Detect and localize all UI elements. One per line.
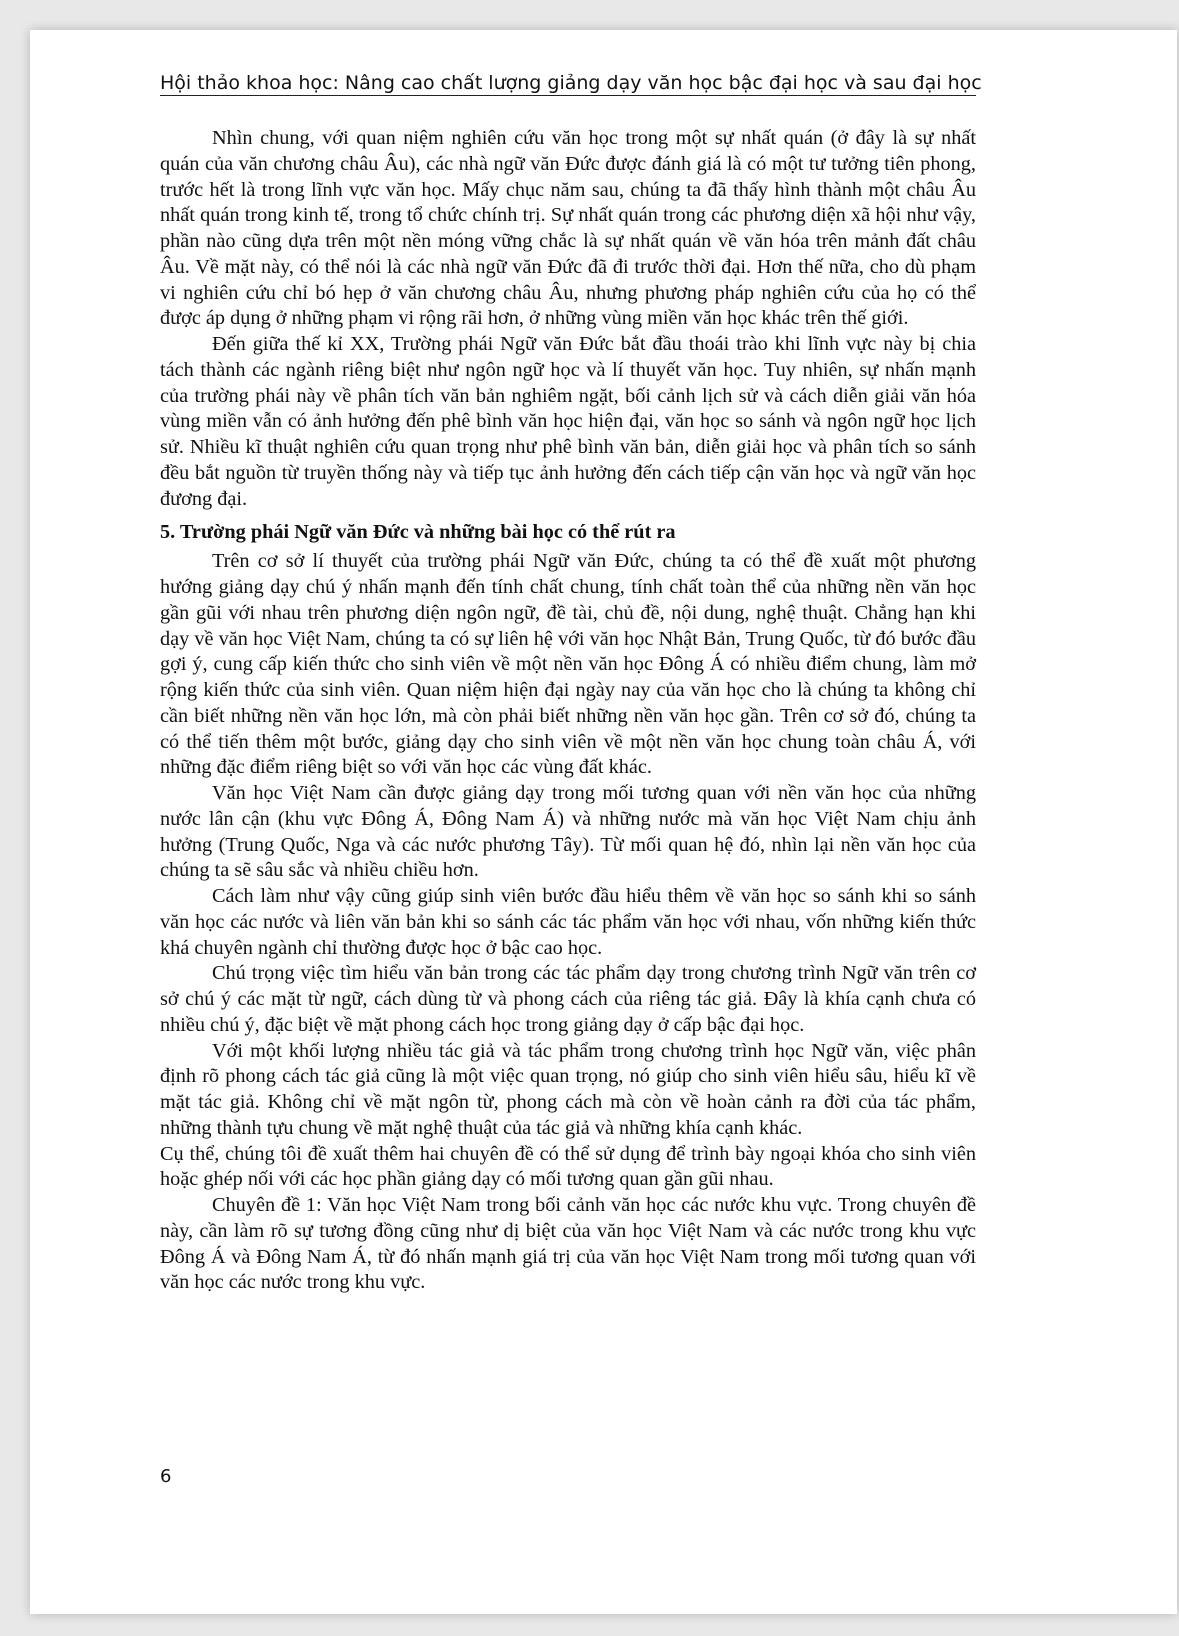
paragraph: Nhìn chung, với quan niệm nghiên cứu văn học trong một sự nhất quán (ở đây là sự nhất quán của văn chương châu Âu), các nhà ngữ văn Đức được đánh giá là có một tư tưởng tiên phong, trước hết là trong lĩnh vực văn học. Mấy chục năm sau, chúng ta đã thấy hình thành một châu Âu nhất quán trong kinh tế, trong tổ chức chính trị. Sự nhất quán trong các phương diện xã hội như vậy, phần nào cũng dựa trên một nền móng vững chắc là sự nhất quán về văn hóa trên mảnh đất châu Âu. Về mặt này, có thể nói là các nhà ngữ văn Đức đã đi trước thời đại. Hơn thế nữa, cho dù phạm vi nghiên cứu chỉ bó hẹp ở văn chương châu Âu, nhưng phương pháp nghiên cứu của họ có thể được áp dụng ở những phạm vi rộng rãi hơn, ở những vùng miền văn học khác trên thế giới. — [160, 127, 976, 330]
paragraph: Đến giữa thế kỉ XX, Trường phái Ngữ văn Đức bắt đầu thoái trào khi lĩnh vực này bị chia tách thành các ngành riêng biệt như ngôn ngữ học và lí thuyết văn học. Tuy nhiên, sự nhấn mạnh của trường phái này về phân tích văn bản nghiêm ngặt, bối cảnh lịch sử và cách diễn giải văn hóa vùng miền vẫn có ảnh hưởng đến phê bình văn học hiện đại, văn học so sánh và ngôn ngữ học lịch sử. Nhiều kĩ thuật nghiên cứu quan trọng như phê bình văn bản, diễn giải học và phân tích so sánh đều bắt nguồn từ truyền thống này và tiếp tục ảnh hưởng đến cách tiếp cận văn học và ngữ văn học đương đại. — [160, 333, 976, 510]
paragraph: Với một khối lượng nhiều tác giả và tác phẩm trong chương trình học Ngữ văn, việc phân định rõ phong cách tác giả cũng là một việc quan trọng, nó giúp cho sinh viên hiểu sâu, hiểu kĩ về mặt tác giả. Không chỉ về mặt ngôn từ, phong cách mà còn về hoàn cảnh ra đời của tác phẩm, những thành tựu chung về mặt nghệ thuật của tác giả và những khía cạnh khác. — [160, 1039, 976, 1139]
running-header: Hội thảo khoa học: Nâng cao chất lượng giảng dạy văn học bậc đại học và sau đại học — [160, 72, 982, 94]
page-number: 6 — [160, 1466, 172, 1487]
paragraph: Trên cơ sở lí thuyết của trường phái Ngữ văn Đức, chúng ta có thể đề xuất một phương hướng giảng dạy chú ý nhấn mạnh đến tính chất chung, tính chất toàn thể của những nền văn học gần gũi với nhau trên phương diện ngôn ngữ, đề tài, chủ đề, nội dung, nghệ thuật. Chẳng hạn khi dạy về văn học Việt Nam, chúng ta có sự liên hệ với văn học Nhật Bản, Trung Quốc, từ đó bước đầu gợi ý, cung cấp kiến thức cho sinh viên về một nền văn học Đông Á có nhiều điểm chung, làm mở rộng kiến thức của sinh viên. Quan niệm hiện đại ngày nay của văn học cho là chúng ta không chỉ cần biết những nền văn học lớn, mà còn phải biết những nền văn học gần. Trên cơ sở đó, chúng ta có thể tiến thêm một bước, giảng dạy cho sinh viên về một nền văn học chung toàn châu Á, với những đặc điểm riêng biệt so với văn học các vùng đất khác. — [160, 550, 976, 779]
page-body — [160, 126, 976, 1296]
paragraph: Cách làm như vậy cũng giúp sinh viên bước đầu hiểu thêm về văn học so sánh khi so sánh văn học các nước và liên văn bản khi so sánh các tác phẩm văn học với nhau, vốn những kiến thức khá chuyên ngành chỉ thường được học ở bậc cao học. — [160, 885, 976, 959]
header-underline — [160, 95, 976, 96]
paragraph: Chuyên đề 1: Văn học Việt Nam trong bối cảnh văn học các nước khu vực. Trong chuyên đề này, cần làm rõ sự tương đồng cũng như dị biệt của văn học Việt Nam và các nước trong khu vực Đông Á và Đông Nam Á, từ đó nhấn mạnh giá trị của văn học Việt Nam trong mối tương quan với văn học các nước trong khu vực. — [160, 1194, 976, 1294]
paragraph: Cụ thể, chúng tôi đề xuất thêm hai chuyên đề có thể sử dụng để trình bày ngoại khóa cho sinh viên hoặc ghép nối với các học phần giảng dạy có mối tương quan gần gũi nhau. — [160, 1142, 976, 1191]
section-heading: 5. Trường phái Ngữ văn Đức và những bài học có thể rút ra — [160, 521, 676, 544]
paragraph: Văn học Việt Nam cần được giảng dạy trong mối tương quan với nền văn học của những nước lân cận (khu vực Đông Á, Đông Nam Á) và những nước mà văn học Việt Nam chịu ảnh hưởng (Trung Quốc, Nga và các nước phương Tây). Từ mối quan hệ đó, nhìn lại nền văn học của chúng ta sẽ sâu sắc và nhiều chiều hơn. — [160, 782, 976, 882]
paragraph: Chú trọng việc tìm hiểu văn bản trong các tác phẩm dạy trong chương trình Ngữ văn trên cơ sở chú ý các mặt từ ngữ, cách dùng từ và phong cách của riêng tác giả. Đây là khía cạnh chưa có nhiều chú ý, đặc biệt về mặt phong cách học trong giảng dạy ở cấp bậc đại học. — [160, 962, 976, 1036]
